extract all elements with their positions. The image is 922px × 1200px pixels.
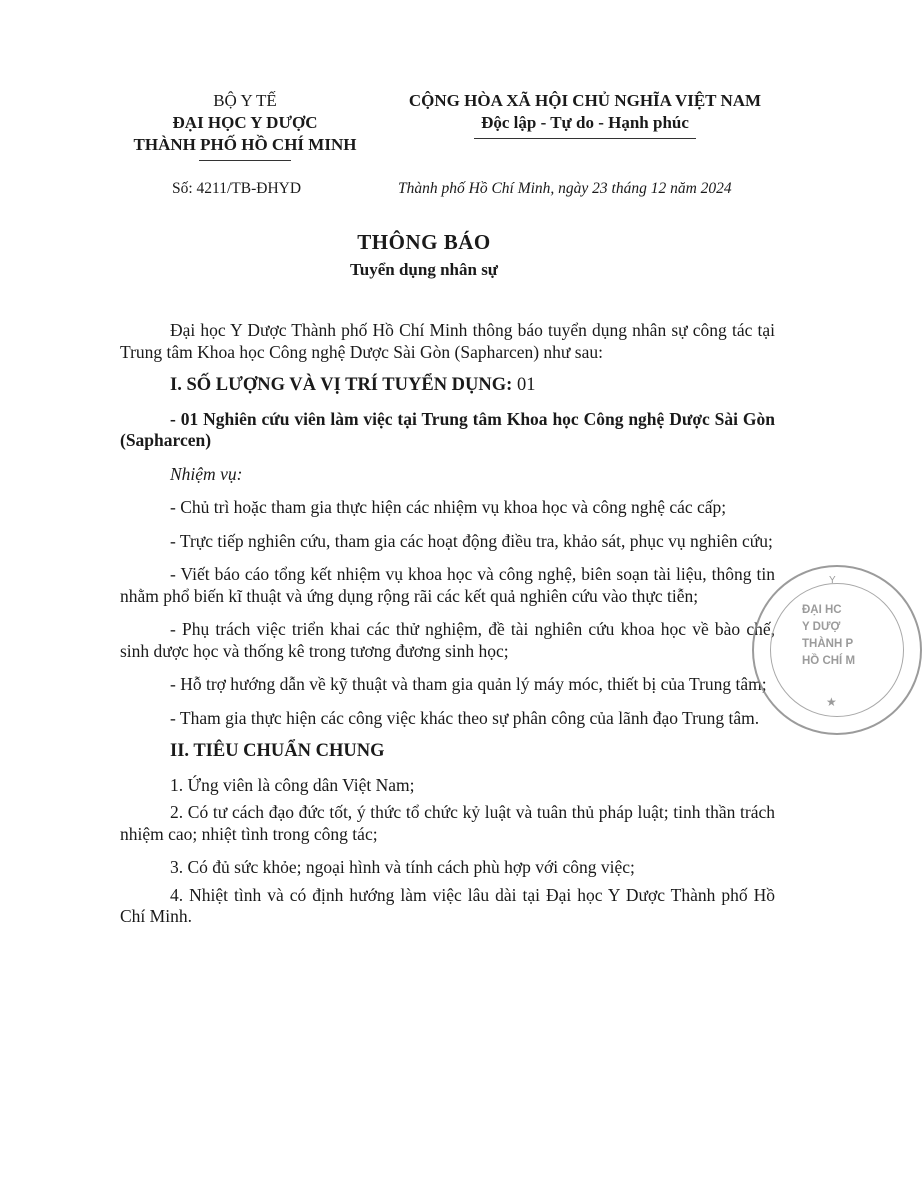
duty-item: - Phụ trách việc triển khai các thử nghiệm, đề tài nghiên cứu khoa học về bào chế, sinh dược học và thống kê trong tương đương sinh học; [120, 619, 775, 661]
document-title: THÔNG BÁO [357, 230, 491, 254]
document-body [120, 320, 775, 940]
seal-text [802, 602, 892, 670]
duty-item: - Tham gia thực hiện các công việc khác theo sự phân công của lãnh đạo Trung tâm. [170, 707, 760, 728]
criteria-item: 4. Nhiệt tình và có định hướng làm việc lâu dài tại Đại học Y Dược Thành phố Hồ Chí Minh. [120, 884, 775, 926]
national-header [380, 90, 790, 139]
seal-text-line: HỒ CHÍ M [802, 655, 856, 667]
issuer-underline [199, 160, 291, 161]
duty-item: - Viết báo cáo tổng kết nhiệm vụ khoa học và công nghệ, biên soạn tài liệu, thông tin nhằm phổ biến kĩ thuật và ứng dụng rộng rãi các kết quả nghiên cứu vào thực tiễn; [120, 564, 775, 606]
section-1-title: I. SỐ LƯỢNG VÀ VỊ TRÍ TUYỂN DỤNG: [170, 375, 513, 395]
national-motto: Độc lập - Tự do - Hạnh phúc [481, 113, 689, 132]
seal-star-icon: ★ [826, 695, 837, 709]
republic-name: CỘNG HÒA XÃ HỘI CHỦ NGHĨA VIỆT NAM [408, 91, 762, 110]
criteria-item: 2. Có tư cách đạo đức tốt, ý thức tổ chức kỷ luật và tuân thủ pháp luật; tinh thần trách nhiệm cao; nhiệt tình trong công tác; [120, 802, 775, 844]
motto-underline [474, 138, 696, 139]
criteria-item: 3. Có đủ sức khỏe; ngoại hình và tính cách phù hợp với công việc; [170, 857, 635, 877]
section-2-heading: II. TIÊU CHUẨN CHUNG [170, 741, 385, 761]
document-number: Số: 4211/TB-ĐHYD [172, 180, 302, 197]
ministry-name: BỘ Y TẾ [213, 91, 277, 110]
place-and-date: Thành phố Hồ Chí Minh, ngày 23 tháng 12 năm 2024 [398, 180, 732, 197]
duties-label: Nhiệm vụ: [170, 463, 243, 484]
document-subtitle: Tuyển dụng nhân sự [349, 260, 499, 279]
seal-text-line: ĐẠI HC [802, 604, 842, 616]
seal-top-letter: Y [829, 575, 836, 586]
official-seal-stamp [752, 565, 922, 735]
seal-text-line: Y DƯỢ [802, 621, 841, 633]
intro-paragraph: Đại học Y Dược Thành phố Hồ Chí Minh thông báo tuyển dụng nhân sự công tác tại Trung tâm Khoa học Công nghệ Dược Sài Gòn (Sapharcen) như sau: [120, 320, 775, 362]
university-name-line2: THÀNH PHỐ HỒ CHÍ MINH [133, 135, 357, 154]
position-line: - 01 Nghiên cứu viên làm việc tại Trung tâm Khoa học Công nghệ Dược Sài Gòn (Sapharcen) [120, 408, 775, 450]
duty-item: - Chủ trì hoặc tham gia thực hiện các nhiệm vụ khoa học và công nghệ các cấp; [170, 497, 727, 517]
section-1-count: 01 [512, 375, 536, 395]
duty-item: - Trực tiếp nghiên cứu, tham gia các hoạt động điều tra, khảo sát, phục vụ nghiên cứu; [170, 530, 773, 551]
duty-item: - Hỗ trợ hướng dẫn về kỹ thuật và tham gia quản lý máy móc, thiết bị của Trung tâm; [170, 674, 767, 694]
criteria-item: 1. Ứng viên là công dân Việt Nam; [170, 774, 415, 795]
issuer-block [100, 90, 390, 161]
seal-text-line: THÀNH P [802, 638, 854, 650]
university-name-line1: ĐẠI HỌC Y DƯỢC [172, 113, 318, 132]
section-1-heading [120, 375, 775, 397]
